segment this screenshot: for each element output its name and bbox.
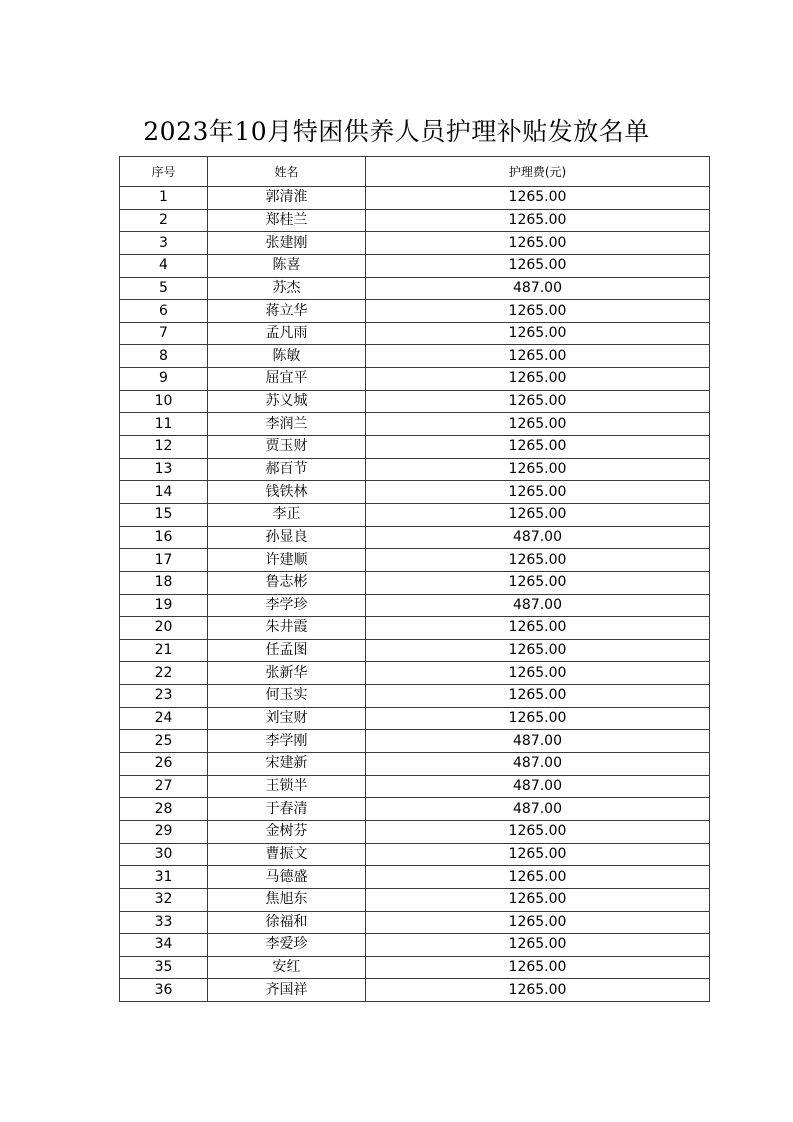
table-row bbox=[120, 436, 710, 459]
table-row bbox=[120, 707, 710, 730]
cell-fee: 1265.00 bbox=[366, 639, 710, 662]
cell-index: 6 bbox=[120, 300, 208, 323]
table-row bbox=[120, 549, 710, 572]
cell-index: 33 bbox=[120, 911, 208, 934]
cell-name: 鲁志彬 bbox=[208, 571, 366, 594]
header-row bbox=[120, 157, 710, 187]
cell-index: 29 bbox=[120, 820, 208, 843]
roster-table bbox=[119, 156, 710, 1002]
cell-index: 4 bbox=[120, 254, 208, 277]
cell-index: 18 bbox=[120, 571, 208, 594]
header-index: 序号 bbox=[120, 157, 208, 187]
cell-fee: 1265.00 bbox=[366, 662, 710, 685]
cell-name: 郝百节 bbox=[208, 458, 366, 481]
cell-name: 马德盛 bbox=[208, 866, 366, 889]
cell-name: 张新华 bbox=[208, 662, 366, 685]
cell-fee: 487.00 bbox=[366, 277, 710, 300]
table-row bbox=[120, 277, 710, 300]
header-fee: 护理费(元) bbox=[366, 157, 710, 187]
table-row bbox=[120, 481, 710, 504]
cell-name: 焦旭东 bbox=[208, 888, 366, 911]
table-row bbox=[120, 911, 710, 934]
cell-index: 3 bbox=[120, 232, 208, 255]
cell-index: 1 bbox=[120, 187, 208, 210]
cell-name: 陈喜 bbox=[208, 254, 366, 277]
cell-index: 31 bbox=[120, 866, 208, 889]
cell-index: 20 bbox=[120, 617, 208, 640]
table-row bbox=[120, 979, 710, 1002]
cell-name: 孙显良 bbox=[208, 526, 366, 549]
table-row bbox=[120, 571, 710, 594]
cell-index: 11 bbox=[120, 413, 208, 436]
cell-fee: 1265.00 bbox=[366, 866, 710, 889]
cell-index: 24 bbox=[120, 707, 208, 730]
cell-name: 许建顺 bbox=[208, 549, 366, 572]
table-row bbox=[120, 345, 710, 368]
cell-fee: 1265.00 bbox=[366, 934, 710, 957]
cell-name: 李学刚 bbox=[208, 730, 366, 753]
cell-name: 陈敏 bbox=[208, 345, 366, 368]
cell-fee: 1265.00 bbox=[366, 571, 710, 594]
cell-index: 28 bbox=[120, 798, 208, 821]
cell-fee: 1265.00 bbox=[366, 979, 710, 1002]
cell-fee: 1265.00 bbox=[366, 345, 710, 368]
document-title: 2023年10月特困供养人员护理补贴发放名单 bbox=[143, 117, 650, 146]
table-row bbox=[120, 322, 710, 345]
cell-fee: 1265.00 bbox=[366, 254, 710, 277]
cell-name: 李正 bbox=[208, 503, 366, 526]
cell-name: 刘宝财 bbox=[208, 707, 366, 730]
header-name: 姓名 bbox=[208, 157, 366, 187]
cell-index: 9 bbox=[120, 368, 208, 391]
cell-fee: 1265.00 bbox=[366, 436, 710, 459]
cell-name: 李润兰 bbox=[208, 413, 366, 436]
cell-fee: 487.00 bbox=[366, 753, 710, 776]
table-row bbox=[120, 617, 710, 640]
cell-index: 5 bbox=[120, 277, 208, 300]
cell-index: 17 bbox=[120, 549, 208, 572]
table-header bbox=[120, 157, 710, 187]
cell-name: 钱铁林 bbox=[208, 481, 366, 504]
cell-fee: 1265.00 bbox=[366, 413, 710, 436]
cell-name: 李爱珍 bbox=[208, 934, 366, 957]
cell-fee: 1265.00 bbox=[366, 911, 710, 934]
cell-name: 张建刚 bbox=[208, 232, 366, 255]
cell-name: 王锁半 bbox=[208, 775, 366, 798]
cell-fee: 1265.00 bbox=[366, 685, 710, 708]
table-row bbox=[120, 368, 710, 391]
cell-fee: 1265.00 bbox=[366, 209, 710, 232]
cell-name: 孟凡雨 bbox=[208, 322, 366, 345]
table-row bbox=[120, 503, 710, 526]
cell-fee: 1265.00 bbox=[366, 888, 710, 911]
table-row bbox=[120, 413, 710, 436]
cell-name: 任孟图 bbox=[208, 639, 366, 662]
cell-fee: 1265.00 bbox=[366, 820, 710, 843]
cell-index: 27 bbox=[120, 775, 208, 798]
cell-index: 7 bbox=[120, 322, 208, 345]
cell-name: 徐福和 bbox=[208, 911, 366, 934]
cell-fee: 1265.00 bbox=[366, 503, 710, 526]
cell-fee: 487.00 bbox=[366, 594, 710, 617]
cell-name: 屈宜平 bbox=[208, 368, 366, 391]
table-row bbox=[120, 843, 710, 866]
cell-name: 金树芬 bbox=[208, 820, 366, 843]
table-row bbox=[120, 866, 710, 889]
cell-fee: 487.00 bbox=[366, 798, 710, 821]
cell-index: 25 bbox=[120, 730, 208, 753]
table-row bbox=[120, 390, 710, 413]
table-row bbox=[120, 639, 710, 662]
cell-index: 22 bbox=[120, 662, 208, 685]
cell-index: 10 bbox=[120, 390, 208, 413]
cell-name: 蒋立华 bbox=[208, 300, 366, 323]
cell-index: 26 bbox=[120, 753, 208, 776]
cell-name: 郑桂兰 bbox=[208, 209, 366, 232]
table-row bbox=[120, 685, 710, 708]
cell-name: 苏义城 bbox=[208, 390, 366, 413]
cell-fee: 1265.00 bbox=[366, 300, 710, 323]
cell-name: 贾玉财 bbox=[208, 436, 366, 459]
table-row bbox=[120, 526, 710, 549]
cell-name: 何玉实 bbox=[208, 685, 366, 708]
cell-fee: 1265.00 bbox=[366, 232, 710, 255]
cell-fee: 1265.00 bbox=[366, 549, 710, 572]
cell-fee: 1265.00 bbox=[366, 458, 710, 481]
cell-index: 2 bbox=[120, 209, 208, 232]
table-body bbox=[120, 187, 710, 1002]
table-row bbox=[120, 956, 710, 979]
cell-index: 36 bbox=[120, 979, 208, 1002]
cell-name: 宋建新 bbox=[208, 753, 366, 776]
cell-name: 李学珍 bbox=[208, 594, 366, 617]
cell-name: 曹振文 bbox=[208, 843, 366, 866]
table-row bbox=[120, 798, 710, 821]
cell-index: 12 bbox=[120, 436, 208, 459]
cell-index: 21 bbox=[120, 639, 208, 662]
table-row bbox=[120, 820, 710, 843]
cell-name: 朱井霞 bbox=[208, 617, 366, 640]
cell-index: 16 bbox=[120, 526, 208, 549]
cell-fee: 1265.00 bbox=[366, 707, 710, 730]
cell-name: 齐国祥 bbox=[208, 979, 366, 1002]
cell-name: 苏杰 bbox=[208, 277, 366, 300]
cell-index: 32 bbox=[120, 888, 208, 911]
cell-index: 30 bbox=[120, 843, 208, 866]
cell-index: 15 bbox=[120, 503, 208, 526]
cell-index: 14 bbox=[120, 481, 208, 504]
table-row bbox=[120, 888, 710, 911]
cell-fee: 487.00 bbox=[366, 526, 710, 549]
table-row bbox=[120, 232, 710, 255]
cell-index: 8 bbox=[120, 345, 208, 368]
cell-index: 23 bbox=[120, 685, 208, 708]
cell-fee: 1265.00 bbox=[366, 368, 710, 391]
cell-fee: 1265.00 bbox=[366, 617, 710, 640]
table-row bbox=[120, 594, 710, 617]
table-row bbox=[120, 753, 710, 776]
cell-index: 19 bbox=[120, 594, 208, 617]
table-row bbox=[120, 775, 710, 798]
table-row bbox=[120, 662, 710, 685]
table-row bbox=[120, 934, 710, 957]
cell-fee: 1265.00 bbox=[366, 481, 710, 504]
cell-index: 34 bbox=[120, 934, 208, 957]
table-row bbox=[120, 209, 710, 232]
cell-fee: 487.00 bbox=[366, 730, 710, 753]
table-row bbox=[120, 730, 710, 753]
cell-fee: 1265.00 bbox=[366, 390, 710, 413]
cell-index: 13 bbox=[120, 458, 208, 481]
cell-fee: 487.00 bbox=[366, 775, 710, 798]
cell-name: 安红 bbox=[208, 956, 366, 979]
table-row bbox=[120, 458, 710, 481]
cell-name: 郭清淮 bbox=[208, 187, 366, 210]
cell-index: 35 bbox=[120, 956, 208, 979]
cell-fee: 1265.00 bbox=[366, 187, 710, 210]
cell-fee: 1265.00 bbox=[366, 843, 710, 866]
cell-name: 于春清 bbox=[208, 798, 366, 821]
table-row bbox=[120, 254, 710, 277]
table-row bbox=[120, 300, 710, 323]
cell-fee: 1265.00 bbox=[366, 956, 710, 979]
cell-fee: 1265.00 bbox=[366, 322, 710, 345]
table-row bbox=[120, 187, 710, 210]
